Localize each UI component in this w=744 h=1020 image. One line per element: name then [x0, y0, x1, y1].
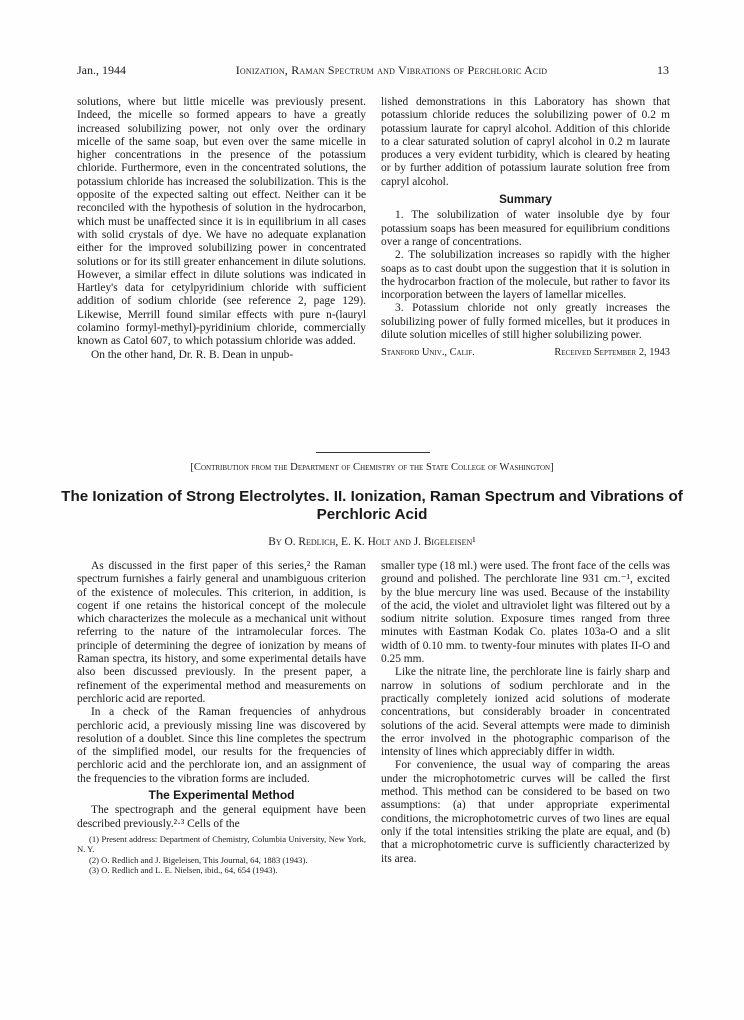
- page-number: 13: [657, 63, 669, 77]
- body-paragraph: As discussed in the first paper of this series,² the Raman spectrum furnishes a fairly general and unambiguous criterion of the existence of molecules. This criterion, in addition, is cogent if one retains the historical concept of the molecule which characterizes the molecule as a mechanical unit without referring to the nature of the intramolecular forces. The principle of determining the degree of ionization by means of Raman spectra, its history, and some experimental details have also been discussed previously. In the present paper, a refinement of the experimental method and measurements on perchloric acid are reported.: [77, 560, 366, 705]
- body-paragraph: In a check of the Raman frequencies of anhydrous perchloric acid, a previously missing line was discovered by resolution of a doublet. Since this line completes the spectrum of the simplified model, our results for the frequencies of perchloric acid and the perchlorate ion, and an assignment of the frequencies to the vibration forms are included.: [77, 706, 366, 785]
- section-heading: The Experimental Method: [148, 788, 295, 803]
- summary-heading: Summary: [499, 193, 552, 207]
- footnote: (1) Present address: Department of Chemistry, Columbia University, New York, N. Y.: [77, 833, 366, 855]
- prev-article-right-column: [381, 96, 670, 360]
- body-paragraph: On the other hand, Dr. R. B. Dean in unpub-: [91, 348, 294, 361]
- article-title: The Ionization of Strong Electrolytes. II. Ionization, Raman Spectrum and Vibrations of Perchloric Acid: [61, 488, 683, 523]
- body-paragraph: solutions, where but little micelle was previously present. Indeed, the micelle so formed appears to have a greatly increased solubilizing power, not only over the ordinary micelle of the same soap, but even over the same micelle in higher concentrations in the presence of the potassium chloride. Furthermore, even in the concentrated solutions, the potassium chloride has increased the solubilization. This is the opposite of the expected salting out effect. Neither can it be reconciled with the hypothesis of solution in the hydrocarbon, which must be unaffected since it is in equilibrium in all cases with solid crystals of dye. We have no adequate explanation either for the improved solubilizing power in concentrated solutions or for its still greater enhancement in dilute solutions. However, a similar effect in dilute solutions was indicated in Hartley's data for cetylpyridinium chloride with sufficient addition of sodium chloride (see reference 2, page 129). Likewise, Merrill found similar effects with pure n-(lauryl colamino formyl-methyl)-pyridinium chloride, commercially known as Catol 607, to which potassium chloride was added.: [77, 96, 366, 348]
- received-date: Received September 2, 1943: [554, 347, 670, 359]
- prev-article-left-column: [77, 96, 366, 362]
- summary-item: 2. The solubilization increases so rapidly with the higher soaps as to cast doubt upon the suggestion that it is solution in the hydrocarbon fraction of the molecule, but rather to favor its incorporation between the layers of lamellar micelles.: [381, 249, 670, 302]
- affiliation-line: [381, 346, 670, 359]
- summary-item: 3. Potassium chloride not only greatly increases the solubilizing power of fully formed micelles, but it produces in dilute solution micelles of still higher solubilizing power.: [381, 302, 670, 342]
- affiliation: Stanford Univ., Calif.: [381, 347, 475, 359]
- running-head: [77, 63, 669, 78]
- article-right-column: [381, 560, 670, 866]
- author-line: By O. Redlich, E. K. Holt and J. Bigeleisen¹: [268, 536, 476, 548]
- contribution-line: [Contribution from the Department of Chemistry of the State College of Washington]: [190, 462, 554, 473]
- issue-date: Jan., 1944: [77, 63, 126, 77]
- body-paragraph: lished demonstrations in this Laboratory has shown that potassium chloride reduces the solubilizing power of 0.2 m potassium laurate for capryl alcohol. Addition of this chloride to a clear saturated solution of capryl alcohol in 0.2 m laurate produces a very evident turbidity, which is cleared by heating or by further addition of potassium laurate solution free from capryl alcohol.: [381, 96, 670, 188]
- article-divider: [316, 452, 430, 453]
- footnote: (2) O. Redlich and J. Bigeleisen, This Journal, 64, 1883 (1943).: [89, 854, 308, 865]
- footnote: (3) O. Redlich and L. E. Nielsen, ibid., 64, 654 (1943).: [89, 865, 278, 876]
- footnotes: [77, 834, 366, 876]
- body-paragraph: Like the nitrate line, the perchlorate line is fairly sharp and narrow in solutions of sodium perchlorate and in the practically completely ionized acid solutions of moderate concentrations, but considerably broader in concentrated solutions of the acid. Several attempts were made to diminish the error involved in the photographic comparison of the intensity of lines which appreciably differ in width.: [381, 666, 670, 759]
- body-paragraph: smaller type (18 ml.) were used. The front face of the cells was ground and polished. The perchlorate line 931 cm.⁻¹, excited by the blue mercury line was used. Because of the instability of the acid, the violet and ultraviolet light was filtered out by a sodium nitrite solution. Exposure times ranged from three minutes with Eastman Kodak Co. plates 103a-O and a slit width of 0.10 mm. to twenty-four minutes with plates II-O and 0.25 mm.: [381, 560, 670, 666]
- running-title: Ionization, Raman Spectrum and Vibrations of Perchloric Acid: [235, 63, 548, 77]
- body-paragraph: For convenience, the usual way of comparing the areas under the microphotometric curves will be called the first method. This method can be considered to be based on two assumptions: (a) that under appropriate experimental conditions, the microphotometric curves of two lines are equal only if the total intensities striking the plate are equal, and (b) that a microphotometric curve is sufficiently characterized by its area.: [381, 759, 670, 865]
- summary-item: 1. The solubilization of water insoluble dye by four potassium soaps has been measured for equilibrium conditions over a range of concentrations.: [381, 209, 670, 248]
- article-left-column: [77, 560, 366, 876]
- body-paragraph: The spectrograph and the general equipment have been described previously.²·³ Cells of the: [77, 804, 366, 830]
